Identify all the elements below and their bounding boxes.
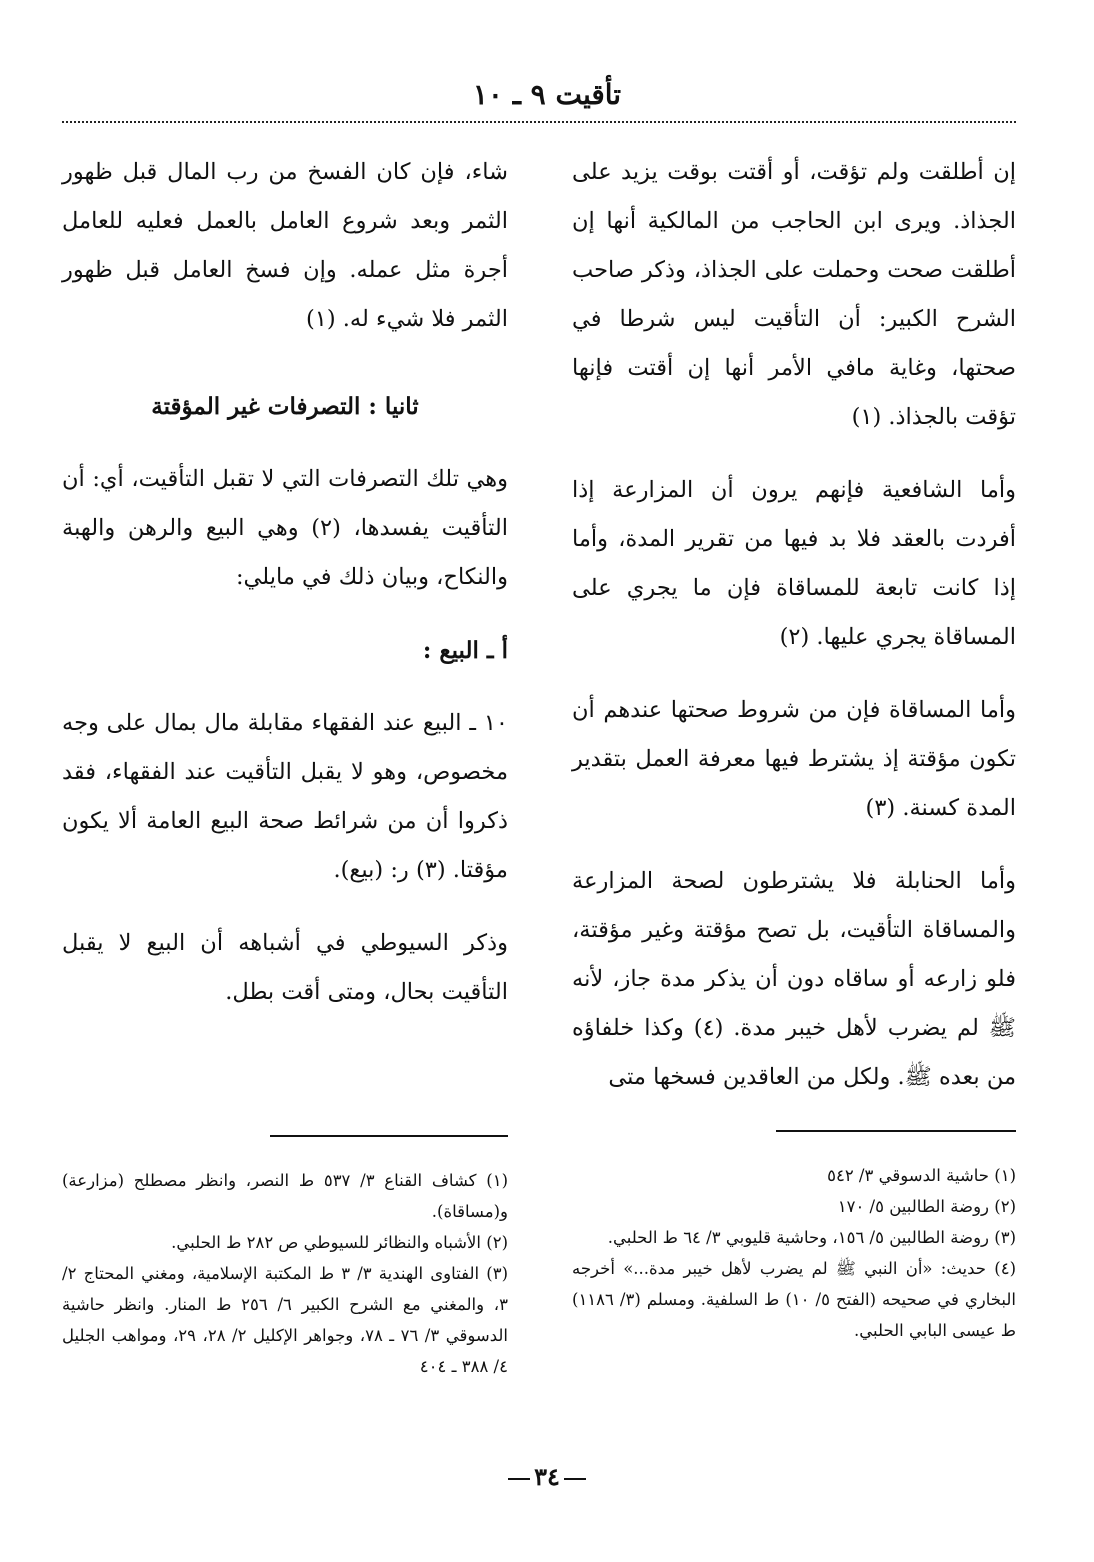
footnote: (٢) روضة الطالبين ٥/ ١٧٠ — [837, 1197, 1016, 1216]
left-intro-paragraph: شاء، فإن كان الفسخ من رب المال قبل ظهور الثمر وبعد شروع العامل بالعمل فعليه للعامل أجرة مثل عمله. وإن فسخ العامل قبل ظهور الثمر فلا شيء له. (١) — [62, 159, 508, 332]
page-number-value: ٣٤ — [534, 1462, 560, 1491]
paragraph-suyuti: وذكر السيوطي في أشباهه أن البيع لا يقبل التأقيت بحال، ومتى أقت بطل. — [62, 930, 508, 1005]
right-paragraph-3: وأما المساقاة فإن من شروط صحتها عندهم أن تكون مؤقتة إذ يشترط فيها معرفة العمل بتقدير المدة كسنة. (٣) — [572, 697, 1016, 821]
footnote: (١) كشاف القناع ٣/ ٥٣٧ ط النصر، وانظر مصطلح (مزارعة) و(مساقاة). — [62, 1171, 508, 1221]
right-paragraph-1: إن أطلقت ولم تؤقت، أو أقتت بوقت يزيد على الجذاذ. ويرى ابن الحاجب من المالكية أنها إن أطلقت صحت وحملت على الجذاذ، وذكر صاحب الشرح الكبير: أن التأقيت ليس شرطا في صحتها، وغاية مافي الأمر أنها إن أقتت فإنها تؤقت بالجذاذ. (١) — [572, 159, 1016, 430]
footnote: (٣) روضة الطالبين ٥/ ١٥٦، وحاشية قليوبي ٣/ ٦٤ ط الحلبي. — [607, 1228, 1016, 1247]
footnote: (٤) حديث: «أن النبي ﷺ لم يضرب لأهل خيبر مدة...» أخرجه البخاري في صحيحه (الفتح ٥/ ١٠) ط السلفية. ومسلم (٣/ ١١٨٦) ط عيسى البابي الحلبي. — [572, 1259, 1017, 1340]
running-header — [0, 78, 1094, 111]
left-column — [62, 148, 508, 1017]
right-footnotes — [572, 1160, 1016, 1346]
left-footnotes — [62, 1165, 508, 1382]
page-number-dash — [508, 1478, 530, 1480]
header-dotted-rule — [62, 121, 1016, 123]
footnote: (٢) الأشباه والنظائر للسيوطي ص ٢٨٢ ط الحلبي. — [171, 1233, 508, 1252]
footnote: (٣) الفتاوى الهندية ٣/ ٣ ط المكتبة الإسلامية، ومغني المحتاج ٢/ ٣، والمغني مع الشرح الكبير ٦/ ٢٥٦ ط المنار. وانظر حاشية الدسوقي ٣/ ٧٦ ـ ٧٨، وجواهر الإكليل ٢/ ٢٨، ٢٩، ومواهب الجليل ٤/ ٣٨٨ ـ ٤٠٤ — [62, 1264, 508, 1376]
right-paragraph-4: وأما الحنابلة فلا يشترطون لصحة المزارعة والمساقاة التأقيت، بل تصح مؤقتة وغير مؤقتة، فلو زارعه أو ساقاه دون أن يذكر مدة جاز، لأنه ﷺ لم يضرب لأهل خيبر مدة. (٤) وكذا خلفاؤه من بعده ﷺ. ولكل من العاقدين فسخها متى — [572, 868, 1016, 1090]
right-column — [572, 148, 1016, 1102]
subheading-sale: أ ـ البيع : — [422, 637, 508, 664]
right-paragraph-2: وأما الشافعية فإنهم يرون أن المزارعة إذا أفردت بالعقد فلا بد فيها من تقرير المدة، وأما إذا كانت تابعة للمساقاة فإن ما يجري على المساقاة يجري عليها. (٢) — [572, 477, 1016, 650]
page-number — [0, 1462, 1094, 1491]
paragraph-10: ١٠ ـ البيع عند الفقهاء مقابلة مال بمال على وجه مخصوص، وهو لا يقبل التأقيت عند الفقهاء، فقد ذكروا أن من شرائط صحة البيع العامة ألا يكون مؤقتا. (٣) ر: (بيع). — [62, 710, 508, 883]
section-heading: ثانيا : التصرفات غير المؤقتة — [151, 393, 419, 420]
page-number-dash — [564, 1478, 586, 1480]
left-footnote-rule — [270, 1135, 508, 1137]
section-paragraph: وهي تلك التصرفات التي لا تقبل التأقيت، أي: أن التأقيت يفسدها، (٢) وهي البيع والرهن والهبة والنكاح، وبيان ذلك في مايلي: — [62, 466, 508, 590]
right-footnote-rule — [776, 1130, 1016, 1132]
header-title: تأقيت ٩ ـ ١٠ — [472, 78, 622, 111]
footnote: (١) حاشية الدسوقي ٣/ ٥٤٢ — [827, 1166, 1016, 1185]
